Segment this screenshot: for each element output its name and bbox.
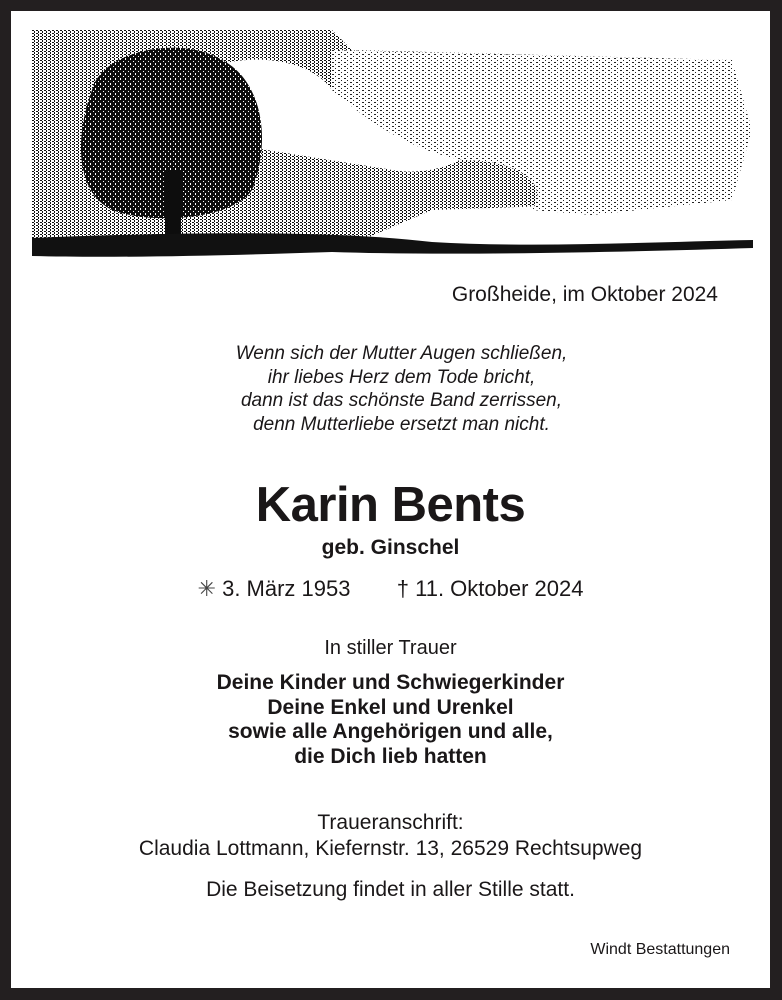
poem-line: denn Mutterliebe ersetzt man nicht. <box>253 413 550 435</box>
burial-note: Die Beisetzung findet in aller Stille statt. <box>206 878 575 901</box>
mourner-line: die Dich lieb hatten <box>294 744 487 768</box>
poem-line: Wenn sich der Mutter Augen schließen, <box>235 343 568 364</box>
poem-line: ihr liebes Herz dem Tode bricht, <box>267 366 536 388</box>
life-dates <box>11 576 770 602</box>
poem-line: dann ist das schönste Band zerrissen, <box>240 390 563 411</box>
mourning-address: Claudia Lottmann, Kiefernstr. 13, 26529 Rechtsupweg <box>138 837 643 860</box>
memorial-poem <box>11 342 770 436</box>
birth-star-icon: ✳ <box>197 576 216 601</box>
mourners-list <box>11 671 770 769</box>
birth-date: 3. März 1953 <box>222 576 351 601</box>
tree-landscape-illustration <box>32 30 753 260</box>
undertaker-credit: Windt Bestattungen <box>590 941 730 958</box>
mourner-line: sowie alle Angehörigen und alle, <box>228 720 553 743</box>
death-cross-icon: † <box>396 576 409 601</box>
mourner-line: Deine Kinder und Schwiegerkinder <box>216 671 565 694</box>
place-date: Großheide, im Oktober 2024 <box>451 283 718 306</box>
maiden-name: geb. Ginschel <box>321 536 460 559</box>
death-date: 11. Oktober 2024 <box>415 576 584 601</box>
mourner-line: Deine Enkel und Urenkel <box>267 695 514 719</box>
address-label: Traueranschrift: <box>317 811 464 834</box>
obituary-notice <box>11 11 770 988</box>
mourning-intro: In stiller Trauer <box>324 637 457 659</box>
deceased-name: Karin Bents <box>255 478 526 532</box>
